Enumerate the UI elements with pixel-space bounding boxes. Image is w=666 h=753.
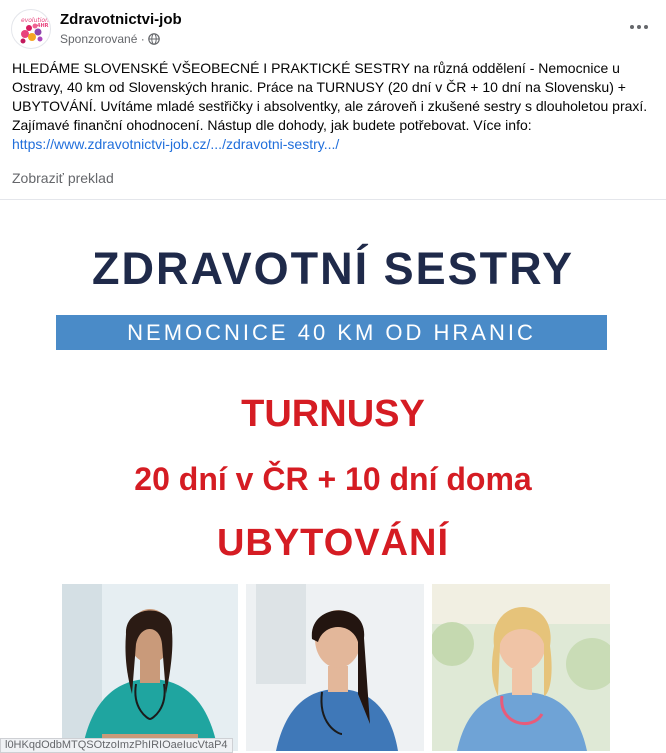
post-link[interactable]: https://www.zdravotnictvi-job.cz/.../zdravotni-sestry.../	[12, 136, 340, 152]
status-bar-url: l0HKqdOdbMTQSOtzoImzPhIRIOaeIucVtaP4	[0, 738, 233, 753]
see-translation-link[interactable]: Zobraziť preklad	[12, 170, 114, 186]
sponsored-label[interactable]: Sponzorované ·	[60, 32, 145, 46]
ad-banner: NEMOCNICE 40 KM OD HRANIC	[56, 315, 607, 350]
sponsored-meta	[60, 32, 160, 46]
ad-headline-turnusy: TURNUSY	[241, 393, 425, 435]
ad-creative[interactable]	[0, 200, 666, 751]
ad-headline-accommodation: UBYTOVÁNÍ	[216, 522, 450, 564]
svg-text:evolution: evolution	[21, 17, 49, 24]
globe-icon	[148, 33, 160, 45]
nurse-photo-3	[432, 584, 610, 751]
more-horizontal-icon	[629, 24, 649, 30]
svg-text:4HR: 4HR	[37, 23, 49, 29]
nurse-photo-2	[246, 584, 424, 751]
post-body-text: HLEDÁME SLOVENSKÉ VŠEOBECNÉ I PRAKTICKÉ SESTRY na různá oddělení - Nemocnice u Ostravy, 40 km od Slovenských hranic. Práce na TURNUSY (20 dní v ČR + 10 dní na Slovensku) + UBYTOVÁNÍ. Uvítáme mladé sestřičky i absolventky, ale zároveň i zkušené sestry s dlouholetou praxí. Zajímavé finanční ohodnocení. Nástup dle dohody, jak budete potřebovat. Více info:	[12, 60, 648, 133]
page-avatar[interactable]	[11, 9, 51, 49]
ad-headline-schedule: 20 dní v ČR + 10 dní doma	[134, 461, 532, 497]
post-body	[12, 59, 657, 154]
nurse-photo-1	[62, 584, 238, 751]
evolution-logo-icon	[12, 10, 51, 49]
page-name-link[interactable]: Zdravotnictvi-job	[60, 11, 182, 28]
more-options-button[interactable]	[624, 12, 654, 42]
post-header	[0, 0, 666, 52]
ad-title: ZDRAVOTNÍ SESTRY	[91, 243, 575, 294]
